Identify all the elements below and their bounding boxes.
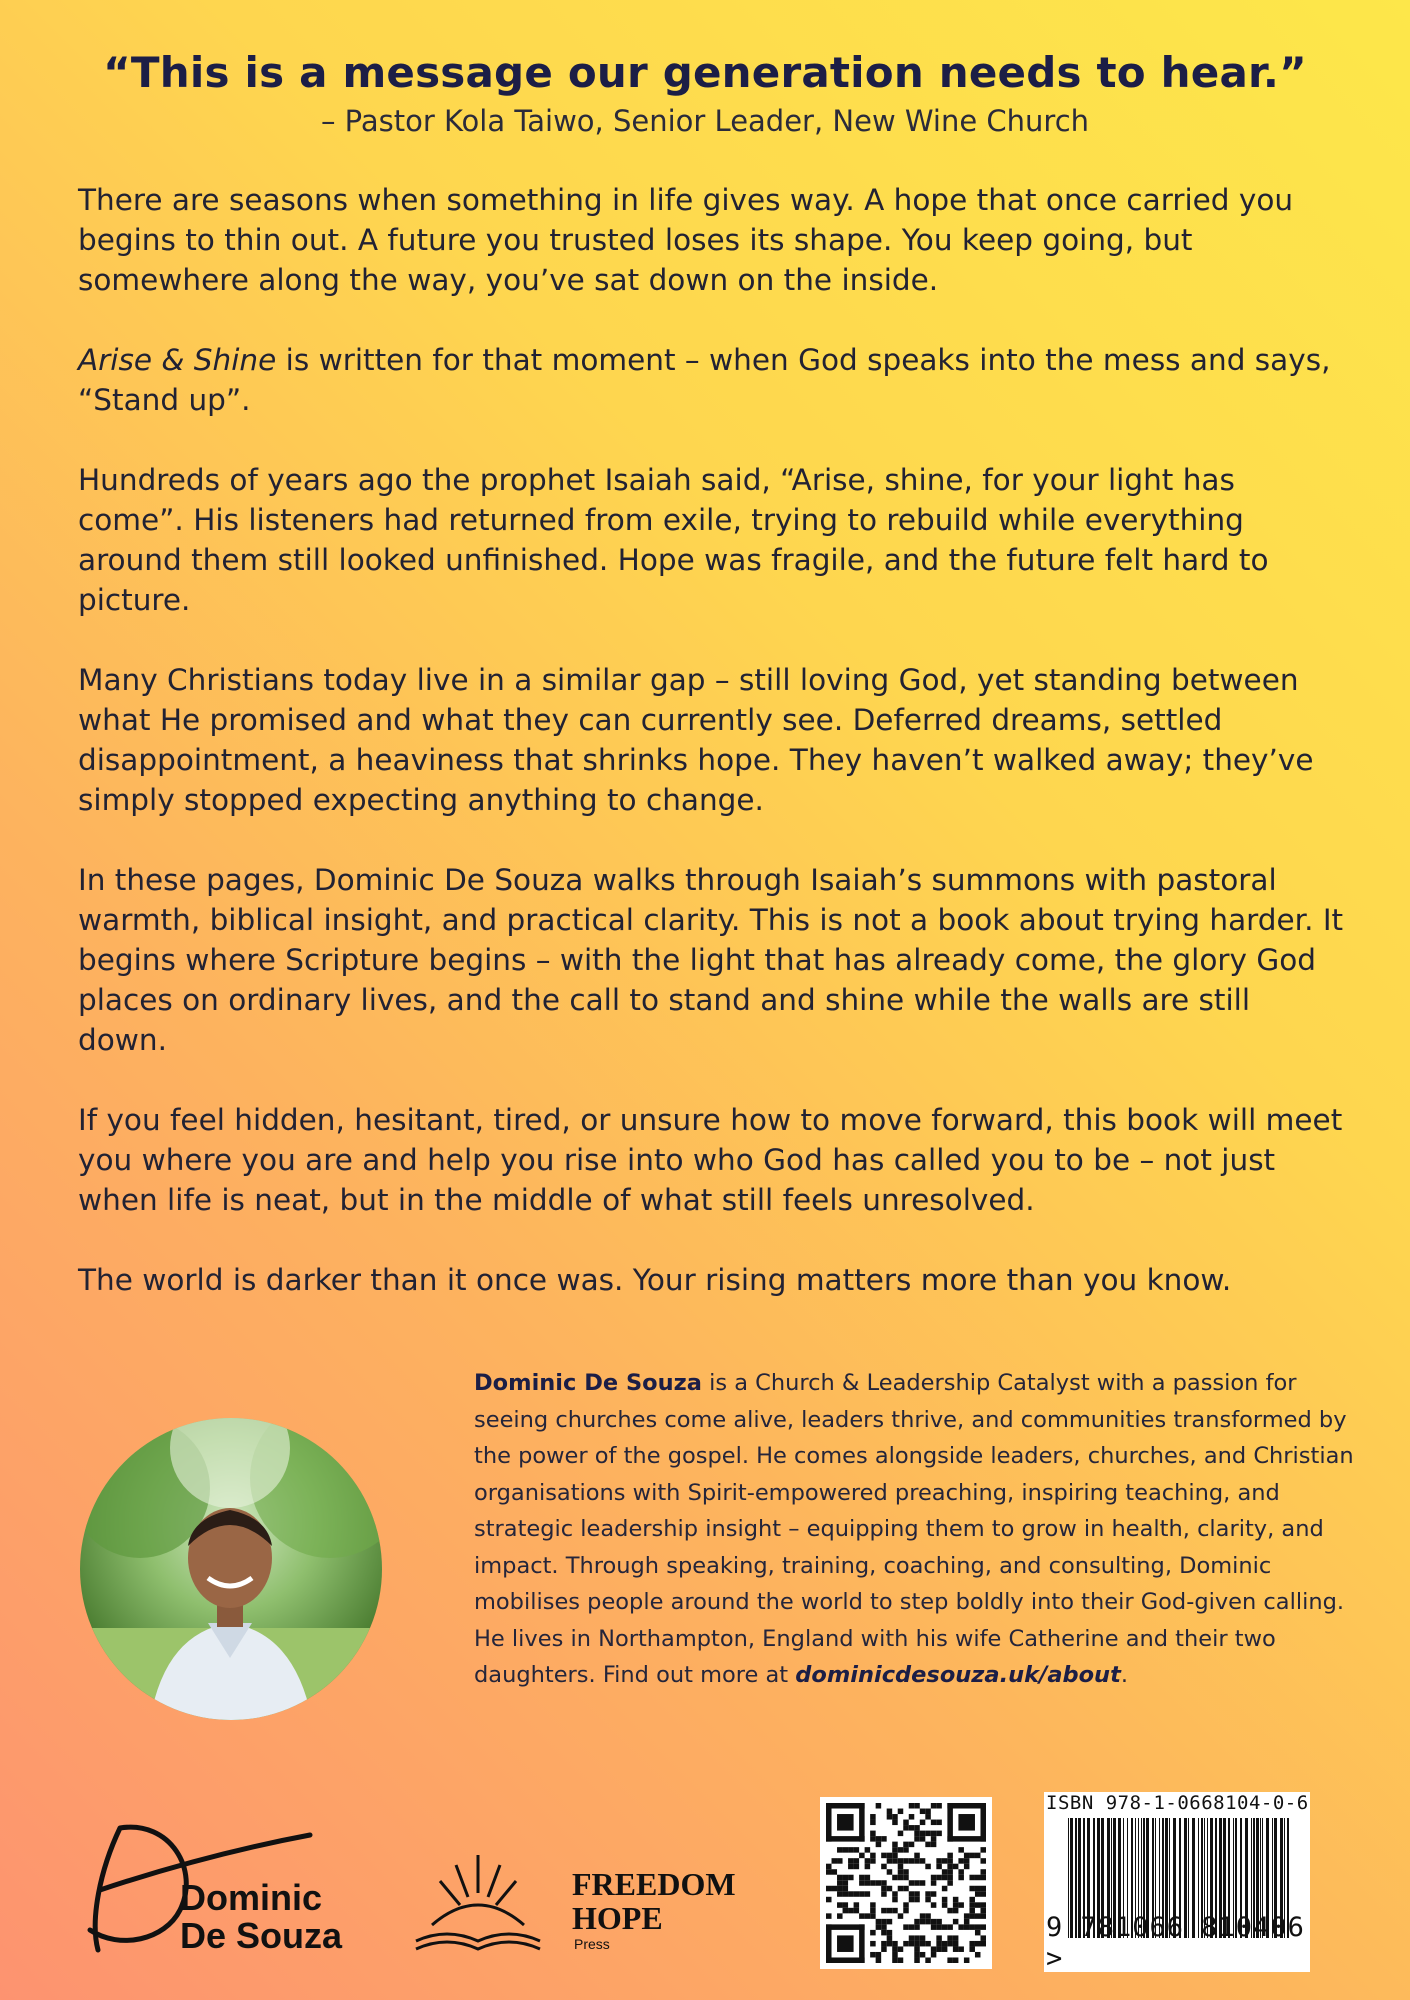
publisher-logo-line2: HOPE [572, 1900, 663, 1936]
author-name: Dominic De Souza [474, 1370, 702, 1396]
author-photo [80, 1418, 382, 1720]
author-logo [80, 1810, 370, 1960]
publisher-logo-line1: FREEDOM [572, 1866, 736, 1902]
author-bio: Dominic De Souza is a Church & Leadership Catalyst with a passion for seeing churches come alive, leaders thrive, and communities transformed by the power of the gospel. He comes alongside leaders, churches, and Christian organisations with Spirit-empowered preaching, inspiring teaching, and strategic leadership insight – equipping them to grow in health, clarity, and impact. Through speaking, training, coaching, and consulting, Dominic mobilises people around the world to step boldly into their God-given calling. He lives in Northampton, England with his wife Catherine and their two daughters. Find out more at dominicdesouza.uk/about. [474, 1370, 1354, 1688]
author-website-link[interactable]: dominicdesouza.uk/about [795, 1662, 1121, 1688]
blurb-paragraph: There are seasons when something in life gives way. A hope that once carried you begins to thin out. A future you trusted loses its shape. You keep going, but somewhere along the way, you’ve sat down on the inside. [78, 183, 1294, 297]
author-logo-line2: De Souza [180, 1915, 343, 1956]
blurb-paragraph: Hundreds of years ago the prophet Isaiah said, “Arise, shine, for your light has come”. His listeners had returned from exile, trying to rebuild while everything around them still looked unfinished. Hope was fragile, and the future felt hard to picture. [78, 463, 1269, 617]
endorsement-quote: “This is a message our generation needs to hear.” [103, 48, 1307, 97]
publisher-logo-line3: Press [574, 1936, 610, 1952]
isbn-digits: 9 781066 810406 > [1046, 1912, 1305, 1974]
endorsement-attribution: – Pastor Kola Taiwo, Senior Leader, New Wine Church [320, 104, 1090, 138]
book-title: Arise & Shine [78, 343, 277, 377]
blurb-paragraph: If you feel hidden, hesitant, tired, or unsure how to move forward, this book will meet you where you are and help you rise into who God has called you to be – not just when life is neat, but in the middle of what still feels unresolved. [78, 1103, 1343, 1217]
blurb-paragraph: Many Christians today live in a similar gap – still loving God, yet standing between what He promised and what they can currently see. Deferred dreams, settled disappointment, a heaviness that shrinks hope. They haven’t walked away; they’ve simply stopped expecting anything to change. [78, 663, 1314, 817]
blurb-paragraph: In these pages, Dominic De Souza walks through Isaiah’s summons with pastoral warmth, biblical insight, and practical clarity. This is not a book about trying harder. It begins where Scripture begins – with the light that has already come, the glory God places on ordinary lives, and the call to stand and shine while the walls are still down. [78, 863, 1344, 1057]
book-blurb [78, 180, 1348, 1340]
isbn-number: ISBN 978-1-0668104-0-6 [1046, 1792, 1309, 1814]
author-logo-line1: Dominic [180, 1877, 323, 1918]
blurb-paragraph: Arise & Shine is written for that moment – when God speaks into the mess and says, “Stand up”. [78, 343, 1331, 417]
qr-code[interactable] [820, 1797, 992, 1969]
blurb-paragraph: The world is darker than it once was. Your rising matters more than you know. [78, 1263, 1232, 1297]
publisher-logo [412, 1855, 772, 1955]
isbn-barcode [1044, 1792, 1310, 1972]
